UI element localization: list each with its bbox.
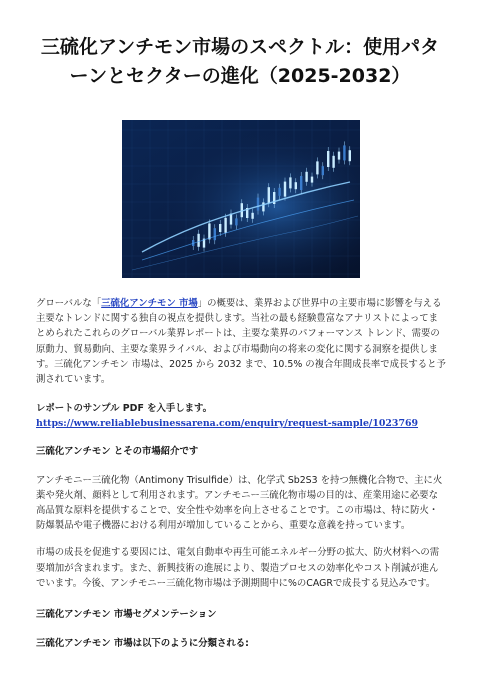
sample-label: レポートのサンプル PDF を入手します。 [36, 403, 212, 415]
candle-body [278, 188, 280, 196]
candle-body [235, 218, 237, 225]
candle-body [268, 187, 270, 203]
definition-paragraph: アンチモニー三硫化物（Antimony Trisulfide）は、化学式 Sb2S3 を持つ無機化合物で、主に火薬や発火剤、顔料として利用されます。アンチモニー三硫化物市場の目的は、産業用途に必要な高品質な原料を提供することで、安全性や効率を向上させることです。この市場は、特に防火・防爆製品や電子機器における利用が増加していることから、重要な意義を持っています。 [36, 474, 443, 532]
candle-body [322, 166, 324, 175]
title-line-2: ーンとセクターの進化（2025-2032） [69, 65, 411, 87]
intro-suffix: 」の概要は、業界および世界中の主要市場に影響を与える主要なトレンドに関する独自の視点を提供します。当社の最も経験豊富なアナリストによってまとめられたこれらのグローバル業界レポートは、主要な業界のパフォーマンス トレンド、需要の原動力、貿易動向、主要な業界ライバル、および市場動向の将来の変化に関する洞察を提供します。三硫化アンチモン 市場は、2025 から 2032 まで、10.5% の複合年間成長率で成長すると予測されています。 [36, 298, 446, 386]
growth-paragraph: 市場の成長を促進する要因には、電気自動車や再生可能エネルギー分野の拡大、防火材料への需要増加が含まれます。また、新興技術の進展により、製造プロセスの効率化やコスト削減が進んでいます。今後、アンチモニー三硫化物市場は予測期間中に%のCAGRで成長する見込みです。 [36, 547, 440, 589]
candle-body [305, 172, 307, 182]
candle-body [289, 177, 291, 188]
candle-body [316, 161, 318, 174]
candle-body [327, 151, 329, 167]
section-heading-classification: 三硫化アンチモン 市場は以下のように分類される: [36, 638, 249, 650]
candle-body [343, 145, 345, 160]
candle-body [219, 224, 221, 232]
title-line-1: 三硫化アンチモン市場のスペクトル：使用パタ [40, 36, 440, 58]
sample-url-link[interactable]: https://www.reliablebusinessarena.com/enquiry/request-sample/1023769 [36, 418, 419, 430]
candle-body [251, 213, 253, 219]
sample-request [36, 401, 446, 431]
candle-body [208, 223, 210, 239]
candle-body [311, 177, 313, 183]
intro-paragraph [36, 296, 446, 387]
market-link[interactable]: 三硫化アンチモン 市場 [101, 298, 198, 309]
stock-chart-illustration-icon [122, 120, 360, 278]
candle-body [284, 182, 286, 197]
article-body [36, 296, 446, 665]
candle-body [332, 156, 334, 168]
candle-body [295, 182, 297, 189]
document-title [0, 33, 480, 91]
candle-body [338, 152, 340, 160]
section-heading-segmentation: 三硫化アンチモン 市場セグメンテーション [36, 609, 217, 621]
candle-body [214, 228, 216, 240]
intro-prefix: グローバルな「 [36, 298, 102, 309]
candle-body [257, 198, 259, 211]
candle-body [349, 150, 351, 161]
candle-body [197, 234, 199, 247]
section-heading-intro: 三硫化アンチモン とその市場紹介です [36, 445, 199, 457]
candle-body [300, 176, 302, 190]
candle-body [224, 218, 226, 233]
